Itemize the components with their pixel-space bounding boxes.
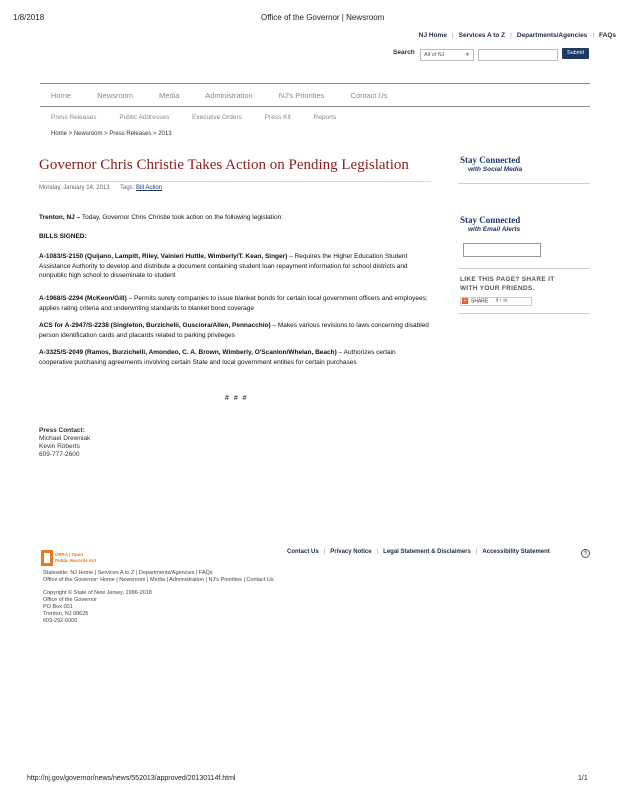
facebook-icon[interactable]: f xyxy=(496,298,498,305)
footer-address-line: Trenton, NJ 08625 xyxy=(43,611,89,617)
article-date: Monday, January 14, 2013 xyxy=(39,185,110,191)
press-contact-phone: 609-777-2600 xyxy=(39,451,80,458)
bill-desc: – Authorizes certain cooperative purchasing agreements involving certain State and local government entities for certain purchases xyxy=(39,349,396,366)
bill-id: A-1083/S-2150 (Quijano, Lampitt, Riley, Vainieri Huttle, Wimberly/T. Kean, Singer) xyxy=(39,253,288,260)
share-prompt: LIKE THIS PAGE? SHARE IT WITH YOUR FRIENDS. xyxy=(460,276,555,292)
search-label: Search xyxy=(393,49,415,56)
subnav-press-kit[interactable]: Press Kit xyxy=(264,114,291,121)
main-nav xyxy=(51,91,412,100)
footer-links: Contact Us | Privacy Notice | Legal Statement & Disclaimers | Accessibility Statement xyxy=(287,549,550,555)
footer-address-line: Office of the Governor xyxy=(43,597,98,603)
nav-administration[interactable]: Administration xyxy=(205,91,253,100)
print-date: 1/8/2018 xyxy=(13,13,45,22)
bill-id: A-3325/S-2049 (Ramos, Burzichelli, Amondeo, C. A. Brown, Wimberly, O'Scanlon/Whelan, Beach) xyxy=(39,349,337,356)
article-tags xyxy=(120,185,162,191)
bill-id: A-1968/S-2294 (McKeon/Gill) xyxy=(39,295,127,302)
press-contact xyxy=(39,427,90,459)
nav-contact[interactable]: Contact Us xyxy=(350,91,388,100)
social-subtitle[interactable]: with Social Media xyxy=(468,166,523,173)
social-title[interactable]: Stay Connected xyxy=(460,155,521,165)
nav-media[interactable]: Media xyxy=(159,91,180,100)
print-url: http://nj.gov/governor/news/news/552013/approved/20130114f.html xyxy=(27,775,236,782)
util-link-departments[interactable]: Departments/Agencies xyxy=(516,32,588,39)
opra-text: OPRA | Open Public Records Act xyxy=(55,552,97,563)
print-title: Office of the Governor | Newsroom xyxy=(261,13,385,22)
subnav-executive-orders[interactable]: Executive Orders xyxy=(192,114,242,121)
subnav-public-addresses[interactable]: Public Addresses xyxy=(119,114,170,121)
share-label: SHARE xyxy=(471,298,489,305)
search-scope-value: All of NJ xyxy=(424,52,445,58)
search-input[interactable] xyxy=(478,49,558,61)
nav-home[interactable]: Home xyxy=(51,91,72,100)
bills-heading: BILLS SIGNED: xyxy=(39,233,87,240)
intro-paragraph xyxy=(39,213,429,223)
subnav-press-releases[interactable]: Press Releases xyxy=(51,114,97,121)
page-title: Governor Chris Christie Takes Action on Pending Legislation xyxy=(39,157,409,173)
bill-item xyxy=(39,321,429,340)
tags-label: Tags: xyxy=(120,185,135,191)
bill-desc: – Makes various revisions to laws concerning disabled person identification cards and placards related to parking privileges xyxy=(39,322,429,339)
dateline-location: Trenton, NJ – xyxy=(39,214,81,221)
footer-phone: 609-292-6000 xyxy=(43,618,78,624)
end-mark: # # # xyxy=(225,395,249,402)
press-contact-name: Kevin Roberts xyxy=(39,443,80,450)
press-contact-name: Michael Drewniak xyxy=(39,435,91,442)
chevron-down-icon: ▼ xyxy=(465,52,470,58)
footer-link-contact[interactable]: Contact Us xyxy=(287,549,319,555)
globe-icon[interactable]: § xyxy=(581,549,590,558)
press-contact-label: Press Contact: xyxy=(39,427,85,434)
nav-bottom-rule xyxy=(40,106,590,107)
email-alert-input[interactable] xyxy=(463,243,541,257)
footer-office-links[interactable]: Office of the Governor: Home | Newsroom | Media | Administration | NJ's Priorities | Contact Us xyxy=(43,577,274,583)
share-button[interactable] xyxy=(460,297,532,306)
bill-item xyxy=(39,252,429,281)
intro-text: Today, Governor Chris Christie took action on the following legislation: xyxy=(80,214,283,221)
print-page-number: 1/1 xyxy=(578,775,588,782)
opra-logo[interactable] xyxy=(41,550,97,566)
footer-link-privacy[interactable]: Privacy Notice xyxy=(330,549,372,555)
footer-address-line: PO Box 001 xyxy=(43,604,73,610)
sidebar-divider xyxy=(458,268,590,269)
tag-link-bill-action[interactable]: Bill Action xyxy=(136,185,163,191)
submit-button[interactable]: Submit xyxy=(562,48,589,59)
util-link-services[interactable]: Services A to Z xyxy=(458,32,506,39)
footer-statewide-links[interactable]: Statewide: NJ Home | Services A to Z | Departments/Agencies | FAQs xyxy=(43,570,213,576)
bill-item xyxy=(39,294,429,313)
nav-top-rule xyxy=(40,83,590,84)
footer-link-legal[interactable]: Legal Statement & Disclaimers xyxy=(383,549,471,555)
email-subtitle[interactable]: with Email Alerts xyxy=(468,226,521,233)
search-scope-select[interactable] xyxy=(420,49,474,61)
breadcrumb[interactable]: Home > Newsroom > Press Releases > 2013 xyxy=(51,131,172,137)
bill-desc: – Requires the Higher Education Student Assistance Authority to develop and distribute a document containing student loan repayment information for school districts and nonpublic high school to disseminate to student xyxy=(39,253,408,279)
bill-id: ACS for A-2947/S-2238 (Singleton, Burzichelli, Gusciora/Allen, Pennacchio) xyxy=(39,322,271,329)
sidebar-divider xyxy=(458,183,590,184)
sidebar-divider xyxy=(458,313,590,314)
nav-newsroom[interactable]: Newsroom xyxy=(97,91,133,100)
footer-copyright: Copyright © State of New Jersey, 1996-2018 xyxy=(43,590,152,596)
util-link-faqs[interactable]: FAQs xyxy=(599,32,616,39)
email-title[interactable]: Stay Connected xyxy=(460,215,521,225)
title-divider xyxy=(39,181,431,182)
sub-nav xyxy=(51,114,357,121)
twitter-icon[interactable]: t xyxy=(499,298,502,305)
footer-link-accessibility[interactable]: Accessibility Statement xyxy=(482,549,550,555)
nav-priorities[interactable]: NJ's Priorities xyxy=(278,91,325,100)
subnav-reports[interactable]: Reports xyxy=(313,114,337,121)
bill-desc: – Permits surety companies to issue blanket bonds for certain local government officers and employees; applies rating criteria and underwriting standards to blanket bond coverage xyxy=(39,295,428,312)
plus-icon: + xyxy=(463,298,467,304)
bill-item xyxy=(39,348,429,367)
util-link-nj-home[interactable]: NJ Home xyxy=(418,32,447,39)
email-icon[interactable]: ✉ xyxy=(503,298,508,305)
utility-nav: NJ Home | Services A to Z | Departments/Agencies | FAQs xyxy=(418,32,616,39)
